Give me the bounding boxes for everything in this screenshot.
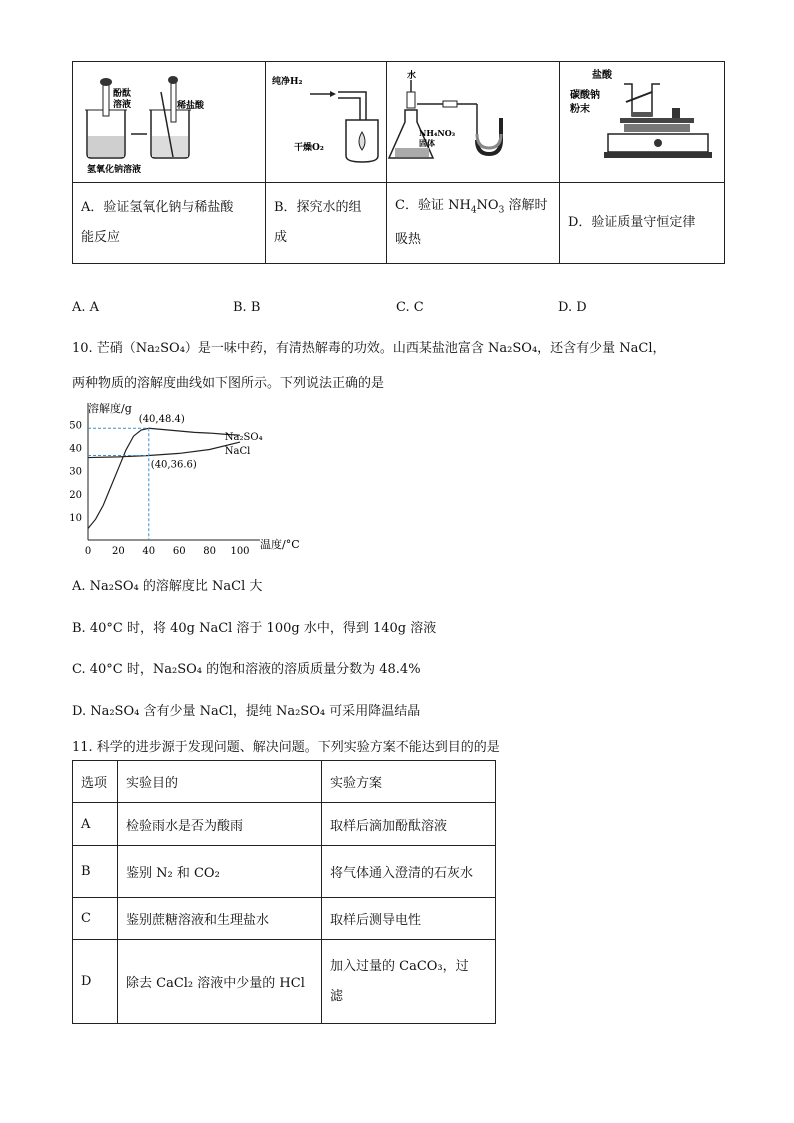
q10-option-a[interactable]: A. Na₂SO₄ 的溶解度比 NaCl 大 <box>72 579 263 594</box>
x-tick-label: 100 <box>230 546 250 557</box>
formula-sub: 4 <box>470 205 477 216</box>
q10-option-d[interactable]: D. Na₂SO₄ 含有少量 NaCl，提纯 Na₂SO₄ 可采用降温结晶 <box>72 704 421 719</box>
row-purpose: 鉴别蔗糖溶液和生理盐水 <box>118 898 322 940</box>
x-tick-label: 80 <box>203 546 216 557</box>
row-plan: 取样后滴加酚酞溶液 <box>322 803 496 846</box>
naoh-label: 氢氧化钠溶液 <box>87 165 142 175</box>
series-label-nacl: NaCl <box>224 445 251 457</box>
caption-a-line2: 能反应 <box>81 230 121 245</box>
caption-d-line1: D．验证质量守恒定律 <box>568 215 696 230</box>
x-tick-label: 0 <box>84 546 92 557</box>
water-label: 水 <box>407 71 417 81</box>
balance-apparatus-image <box>560 62 724 178</box>
answer-option-c[interactable]: C. C <box>396 300 424 315</box>
acid-label: 稀盐酸 <box>177 101 205 111</box>
nh4no3-apparatus-image <box>387 62 559 178</box>
table-row <box>73 803 496 846</box>
series-label-na2so4: Na₂SO₄ <box>224 431 263 443</box>
q11-title: 11. 科学的进步源于发现问题、解决问题。下列实验方案不能达到目的的是 <box>72 740 500 755</box>
row-option: D <box>73 940 118 1024</box>
header-option: 选项 <box>73 761 118 803</box>
h2-label: 纯净H₂ <box>272 77 303 87</box>
image-cell-a <box>73 62 266 183</box>
table-row <box>73 846 496 898</box>
caption-c-prefix: C．验证 <box>395 197 449 213</box>
row-option: C <box>73 898 118 940</box>
chart-lines <box>88 428 240 540</box>
experiment-table <box>72 61 725 264</box>
q10-text-line2: 两种物质的溶解度曲线如下图所示。下列说法正确的是 <box>72 376 385 391</box>
table-row <box>73 940 496 1024</box>
chart-x-label: 温度/°C <box>260 538 300 551</box>
row-option: A <box>73 803 118 846</box>
row-option: B <box>73 846 118 898</box>
header-plan: 实验方案 <box>322 761 496 803</box>
row-purpose: 检验雨水是否为酸雨 <box>118 803 322 846</box>
answer-option-d[interactable]: D. D <box>558 300 587 315</box>
row-purpose: 除去 CaCl₂ 溶液中少量的 HCl <box>118 940 322 1024</box>
x-tick-label: 20 <box>112 546 125 557</box>
y-tick-label: 40 <box>69 443 82 455</box>
y-tick-label: 10 <box>69 512 82 524</box>
caption-c-line2: 吸热 <box>395 232 422 248</box>
caption-c-suffix: 溶解时 <box>504 197 548 213</box>
x-tick-label: 40 <box>142 546 156 557</box>
q10-text-line1: 10. 芒硝（Na₂SO₄）是一味中药，有清热解毒的功效。山西某盐池富含 Na₂SO₄，还含有少量 NaCl， <box>72 341 666 356</box>
caption-a <box>73 183 266 264</box>
q11-table <box>72 760 496 1024</box>
solubility-chart <box>60 398 320 558</box>
caption-b-line1: B．探究水的组 <box>274 200 362 215</box>
y-tick-label: 20 <box>69 489 82 501</box>
formula-part: NO <box>476 197 499 213</box>
y-tick-label: 50 <box>69 420 82 432</box>
row-plan-line1: 加入过量的 CaCO₃，过 <box>330 958 469 974</box>
annotation-nacl-point: (40,36.6) <box>150 459 197 471</box>
naoh-hcl-apparatus-image <box>73 62 265 178</box>
x-tick-label: 60 <box>172 546 186 557</box>
chart-y-label: 溶解度/g <box>88 402 132 415</box>
row-plan: 将气体通入澄清的石灰水 <box>322 846 496 898</box>
row-plan-line2: 滤 <box>330 988 344 1004</box>
caption-b-line2: 成 <box>274 230 288 245</box>
q10-option-c[interactable]: C. 40°C 时，Na₂SO₄ 的饱和溶液的溶质质量分数为 48.4% <box>72 662 421 677</box>
indicator-label: 酚酞溶液 <box>113 89 132 110</box>
chart-ticks <box>69 421 249 557</box>
caption-d <box>560 183 725 264</box>
caption-b <box>266 183 387 264</box>
row-plan <box>322 940 496 1024</box>
q10-option-b[interactable]: B. 40°C 时，将 40g NaCl 溶于 100g 水中，得到 140g 溶液 <box>72 621 437 636</box>
acid-label-d: 盐酸 <box>592 70 612 81</box>
y-tick-label: 30 <box>69 466 82 478</box>
row-purpose: 鉴别 N₂ 和 CO₂ <box>118 846 322 898</box>
solid-label-2: 固体 <box>419 138 435 148</box>
formula-sub: 3 <box>498 205 505 216</box>
caption-a-line1: A．验证氢氧化钠与稀盐酸 <box>81 200 234 215</box>
formula-part: NH <box>448 197 471 213</box>
powder-label-1: 碳酸钠 <box>570 90 600 101</box>
header-purpose: 实验目的 <box>118 761 322 803</box>
water-composition-apparatus-image <box>266 62 386 178</box>
annotation-na2so4-point: (40,48.4) <box>138 414 185 426</box>
caption-c-line1 <box>395 191 551 226</box>
table-row <box>73 898 496 940</box>
powder-label-2: 粉末 <box>570 104 590 115</box>
image-cell-c <box>387 62 560 183</box>
o2-label: 干燥O₂ <box>294 143 324 153</box>
image-cell-b <box>266 62 387 183</box>
caption-c <box>387 183 560 264</box>
image-cell-d <box>560 62 725 183</box>
row-plan: 取样后测导电性 <box>322 898 496 940</box>
answer-option-b[interactable]: B. B <box>233 300 261 315</box>
answer-option-a[interactable]: A. A <box>72 300 100 315</box>
series-line-na2so4 <box>88 428 240 528</box>
solid-label-1: NH₄NO₃ <box>419 128 456 138</box>
